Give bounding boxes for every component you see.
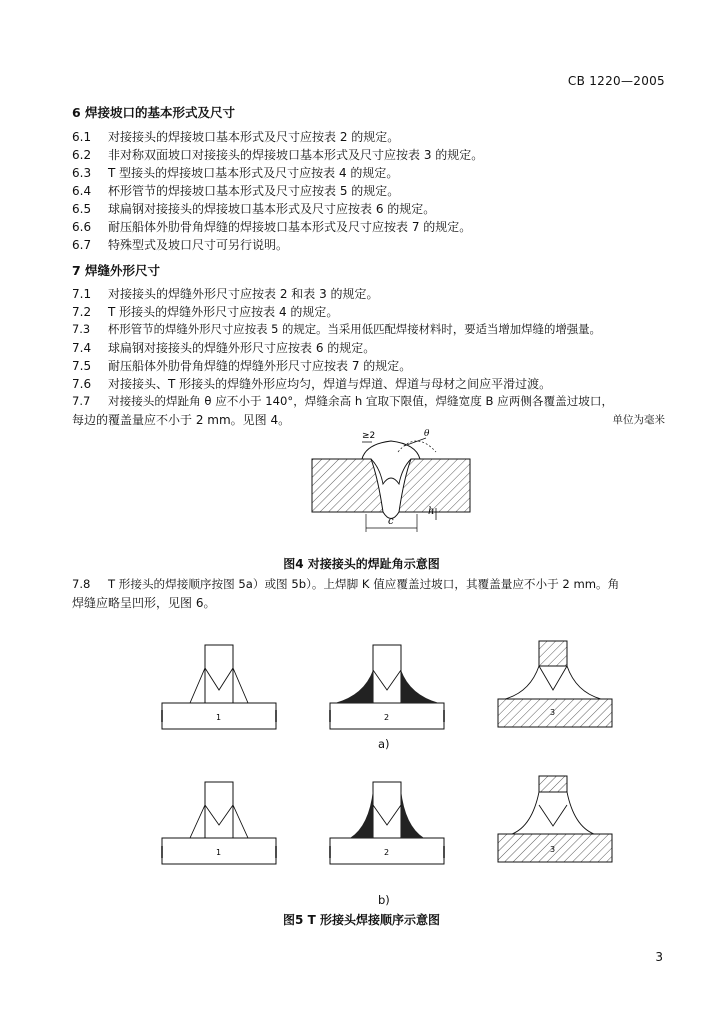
item-number: 7.8 bbox=[72, 577, 91, 591]
item-text: 球扁钢对接接头的焊接坡口基本形式及尺寸应按表 6 的规定。 bbox=[108, 202, 436, 216]
item-7-8-continuation: 焊缝应略呈凹形，见图 6。 bbox=[72, 596, 216, 610]
fig5a-panel-3 bbox=[498, 641, 612, 727]
theta-arc bbox=[398, 441, 436, 452]
figure-4-caption: 图4 对接接头的焊趾角示意图 bbox=[283, 557, 440, 571]
item-number: 7.5 bbox=[72, 359, 92, 373]
panel-number: 1 bbox=[216, 848, 222, 857]
figure-5a-label: a) bbox=[378, 737, 390, 751]
item-text: 对接接头的焊接坡口基本形式及尺寸应按表 2 的规定。 bbox=[108, 130, 400, 144]
item-text: 非对称双面坡口对接接头的焊接坡口基本形式及尺寸应按表 3 的规定。 bbox=[108, 148, 484, 162]
item-7-8 bbox=[72, 576, 619, 592]
item-text: 杯形管节的焊缝外形尺寸应按表 5 的规定。当采用低匹配焊接材料时，要适当增加焊缝的增强量。 bbox=[108, 322, 601, 336]
item-number: 7.4 bbox=[72, 341, 92, 355]
item-text: 耐压船体外肋骨角焊缝的焊缝外形尺寸应按表 7 的规定。 bbox=[108, 359, 412, 373]
item-text: T 型接头的焊接坡口基本形式及尺寸应按表 4 的规定。 bbox=[108, 166, 399, 180]
item-number: 6.3 bbox=[72, 166, 92, 180]
item-text: 耐压船体外肋骨角焊缝的焊接坡口基本形式及尺寸应按表 7 的规定。 bbox=[108, 220, 472, 234]
item-number: 6.1 bbox=[72, 130, 92, 144]
item-number: 6.4 bbox=[72, 184, 92, 198]
item-text: 球扁钢对接接头的焊缝外形尺寸应按表 6 的规定。 bbox=[108, 341, 376, 355]
figure-5b-label: b) bbox=[378, 893, 390, 907]
page-number: 3 bbox=[655, 950, 663, 964]
panel-number: 2 bbox=[384, 713, 390, 722]
label-c: c bbox=[388, 516, 394, 527]
figure-5-caption: 图5 T 形接头焊接顺序示意图 bbox=[283, 913, 440, 927]
fig5b-panel-1 bbox=[162, 782, 276, 864]
section-7-heading: 7 焊缝外形尺寸 bbox=[72, 263, 161, 278]
item-number: 7.1 bbox=[72, 287, 92, 301]
fig5b-panel-2 bbox=[330, 782, 444, 864]
panel-number: 3 bbox=[550, 708, 556, 717]
item-text: 对接接头的焊缝外形尺寸应按表 2 和表 3 的规定。 bbox=[108, 287, 379, 301]
label-h: h bbox=[428, 506, 435, 517]
left-plate bbox=[312, 459, 383, 512]
item-text: 特殊型式及坡口尺寸可另行说明。 bbox=[108, 238, 289, 252]
panel-number: 1 bbox=[216, 713, 222, 722]
item-text: T 形接头的焊缝外形尺寸应按表 4 的规定。 bbox=[108, 305, 339, 319]
item-number: 6.6 bbox=[72, 220, 92, 234]
label-theta: θ bbox=[424, 429, 430, 439]
item-number: 7.6 bbox=[72, 377, 92, 391]
item-number: 6.7 bbox=[72, 238, 92, 252]
fig5a-panel-1 bbox=[162, 645, 276, 729]
item-text: 杯形管节的焊接坡口基本形式及尺寸应按表 5 的规定。 bbox=[108, 184, 400, 198]
standard-number: CB 1220—2005 bbox=[567, 74, 665, 88]
item-number: 7.7 bbox=[72, 394, 91, 408]
item-number: 7.3 bbox=[72, 322, 91, 336]
item-text: T 形接头的焊接顺序按图 5a）或图 5b）。上焊脚 K 值应覆盖过坡口，其覆盖量应不小于 2 mm。角 bbox=[108, 577, 620, 591]
item-number: 6.5 bbox=[72, 202, 92, 216]
right-plate bbox=[399, 459, 470, 512]
figure-4-butt-joint bbox=[312, 429, 470, 532]
item-7-7-continuation: 每边的覆盖量应不小于 2 mm。见图 4。 bbox=[72, 413, 291, 427]
item-text: 对接接头的焊趾角 θ 应不小于 140°，焊缝余高 h 宜取下限值，焊缝宽度 B 应两侧各覆盖过坡口， bbox=[108, 394, 614, 408]
panel-number: 2 bbox=[384, 848, 390, 857]
label-gap: ≥2 bbox=[362, 431, 376, 441]
item-number: 7.2 bbox=[72, 305, 92, 319]
section-6-heading: 6 焊接坡口的基本形式及尺寸 bbox=[72, 105, 236, 120]
unit-note: 单位为毫米 bbox=[612, 414, 665, 426]
fig5a-panel-2 bbox=[330, 645, 444, 729]
panel-number: 3 bbox=[550, 845, 556, 854]
fig5b-panel-3 bbox=[498, 776, 612, 862]
item-text: 对接接头、T 形接头的焊缝外形应均匀，焊道与焊道、焊道与母材之间应平滑过渡。 bbox=[108, 377, 552, 391]
item-number: 6.2 bbox=[72, 148, 92, 162]
